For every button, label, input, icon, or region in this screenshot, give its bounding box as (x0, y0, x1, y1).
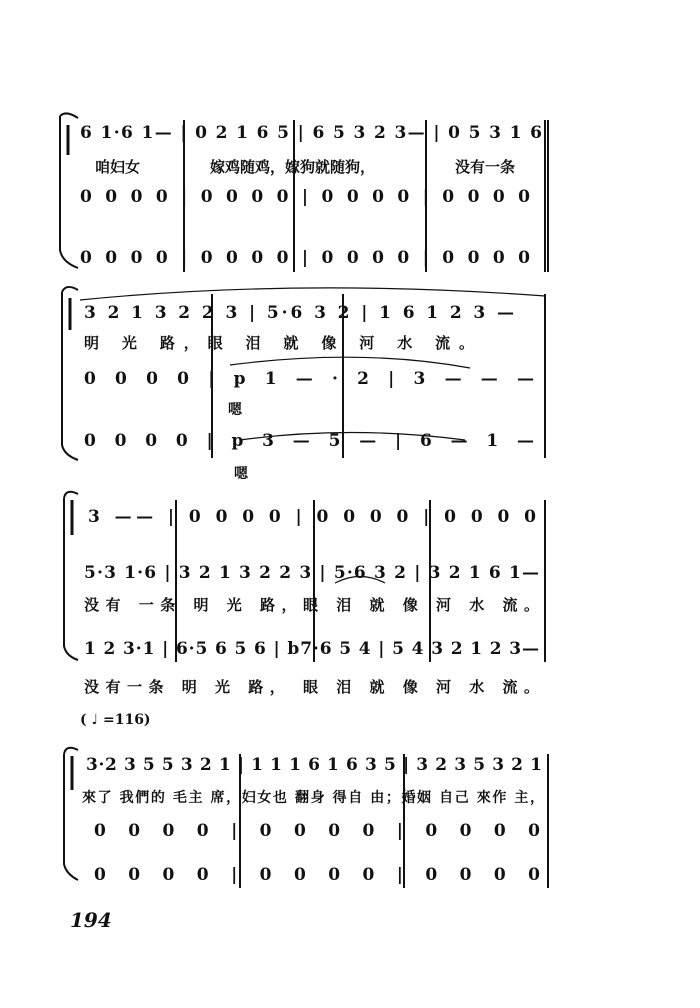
tempo-mark: ( ♩ =116) (80, 712, 151, 728)
system-3-staff-3: 1 2 3·1 | 6·5 6 5 6 | b7·6 5 4 | 5 4 3 2 1 2 3— (84, 639, 539, 659)
system-3-staff-2: 5·3 1·6 | 3 2 1 3 2 2 3 | 5·6 3 2 | 3 2 1 6 1— (84, 563, 539, 583)
system-3-lyric-2: 没有一条 明 光 路， 眼 泪 就 像 河 水 流。 (84, 678, 539, 696)
system-3-lyric-1: 没有 一条 明 光 路，眼 泪 就 像 河 水 流。 (84, 596, 539, 614)
system-2-staff-1: 3 2 1 3 2 2 3 | 5·6 3 2 | 1 6 1 2 3 — (84, 303, 514, 323)
system-1-lyric-1: 咱妇女 (95, 158, 141, 176)
system-2-lyric-1: 明 光 路，眼 泪 就 像 河 水 流。 (84, 334, 474, 352)
system-2-lyric-3: 嗯 (234, 466, 248, 482)
system-4-lyric-1: 來了 我們的 毛主 席，妇女也 翻身 得自 由；婚姻 自己 來作 主， (82, 790, 544, 806)
page-number: 194 (70, 908, 112, 932)
system-4-staff-1: 3·2 3 5 5 3 2 1 | 1 1 1 6 1 6 3 5 | 3 2 3 5 3 2 1 (86, 755, 542, 775)
system-2-lyric-2: 嗯 (228, 402, 242, 418)
system-1-staff-2: 0 0 0 0 | 0 0 0 0 | 0 0 0 0 | 0 0 0 0 (80, 187, 531, 207)
system-1-lyric-3: 没有一条 (455, 158, 516, 176)
system-1-staff-1: 6 1·6 1— | 0 2 1 6 5 | 6 5 3 2 3— | 0 5 3 1 6 (80, 123, 542, 143)
system-4-staff-2: 0 0 0 0 | 0 0 0 0 | 0 0 0 0 (94, 821, 540, 841)
system-4-staff-3: 0 0 0 0 | 0 0 0 0 | 0 0 0 0 (94, 865, 540, 885)
system-2-staff-2: 0 0 0 0 | p 1 — · 2 | 3 — — — (84, 369, 534, 389)
system-2-staff-3: 0 0 0 0 | p 3 — 5 — | 6 — 1 — (84, 431, 534, 451)
system-1-lyric-2: 嫁鸡随鸡，嫁狗就随狗， (210, 158, 376, 176)
system-3-staff-1: 3 —— | 0 0 0 0 | 0 0 0 0 | 0 0 0 0 (88, 507, 536, 527)
system-1-staff-3: 0 0 0 0 | 0 0 0 0 | 0 0 0 0 | 0 0 0 0 (80, 248, 531, 268)
